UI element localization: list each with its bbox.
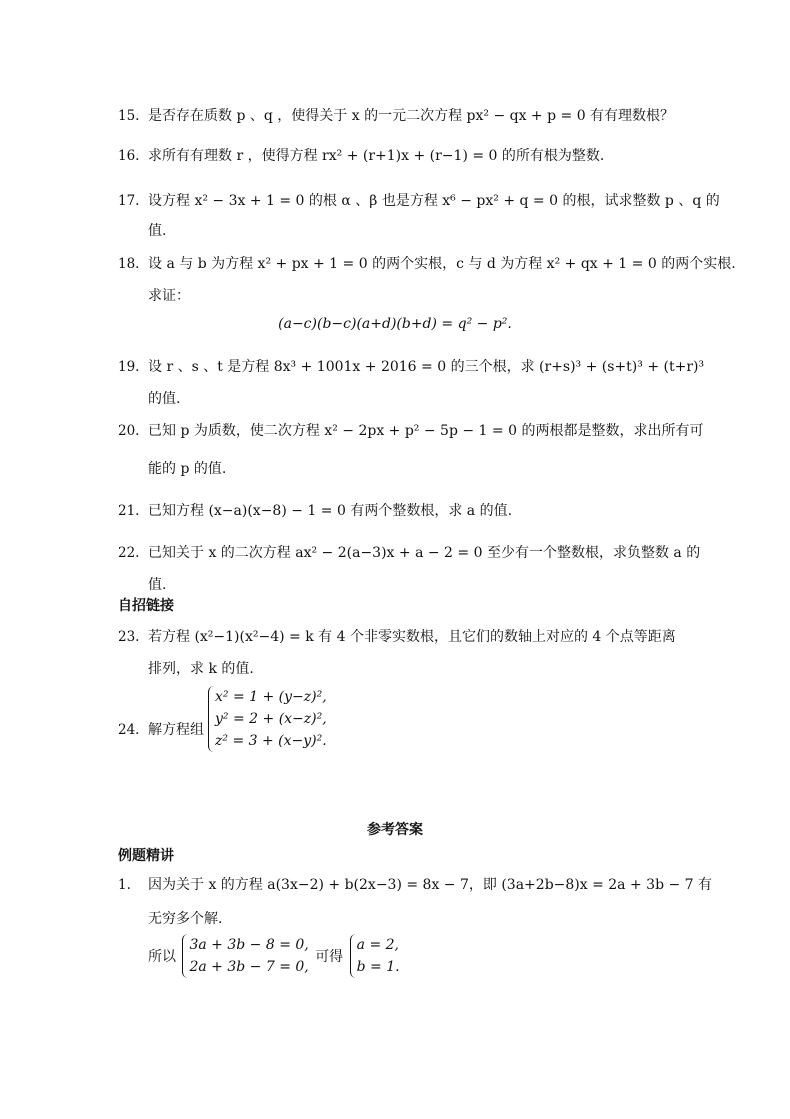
answers-title: 参考答案 xyxy=(367,822,423,838)
problem-18-formula: (a−c)(b−c)(a+d)(b+d) = q² − p². xyxy=(278,316,512,332)
section-heading-self: 自招链接 xyxy=(118,598,174,614)
answer-1-system-left: 3a + 3b − 8 = 0, 2a + 3b − 7 = 0, xyxy=(182,934,308,978)
document-page: 15. 是否存在质数 p 、q ，使得关于 x 的一元二次方程 px² − qx + p = 0 有有理数根？ 16. 求所有有理数 r ，使得方程 rx² + (r+1)x + (r−1) = 0 的所有根为整数. 17. 设方程 x² − 3x + 1 = 0 的根 α 、β 也是方程 x⁶ − px² + q = 0 的根，试求整数 p 、q 的 值. 18. 设 a 与 b 为方程 x² + px + 1 = 0 的两个实根，c 与 d 为方程 x² + qx + 1 = 0 的两个实根. 求证： (a−c)(b−c)(a+d)(b+d) = q² − p². 19. 设 r 、s 、t 是方程 8x³ + 1001x + 2016 = 0 的三个根，求 (r+s)³ + (s+t)³ + (t+r)³ 的值. 20. 已知 p 为质数，使二次方程 x² − 2px + p² − 5p − 1 = 0 的两根都是整数，求出所有可 能的 p 的值. 21. 已知方程 (x−a)(x−8) − 1 = 0 有两个整数根，求 a 的值. 22. 已知关于 x 的二次方程 ax² − 2(a−3)x + a − 2 = 0 至少有一个整数根，求负整数 a 的 值. 自招链接 23. 若方程 (x²−1)(x²−4) = k 有 4 个非零实数根，且它们的数轴上对应的 4 个点等距离 排列，求 k 的值. 24. 解方程组 x² = 1 + (y−z)², y² = 2 + (x−z)², z² = 3 + (x−y)². 参考答案 例题精讲 1. 因为关于 x 的方程 a(3x−2) + b(2x−3) = 8x − 7，即 (3a+2b−8)x = 2a + 3b − 7 有 无穷多个解. 所以 3a + 3b − 8 = 0, 2a + 3b − 7 = 0, 可得 a = 2, b = 1. xyxy=(0,0,790,1119)
section-heading-examples: 例题精讲 xyxy=(118,848,174,864)
problem-24-system xyxy=(206,686,327,752)
answer-1-systems: 所以 3a + 3b − 8 = 0, 2a + 3b − 7 = 0, 可得 a = 2, b = 1. xyxy=(148,934,400,978)
answer-1-system-right: a = 2, b = 1. xyxy=(350,934,400,978)
equation-system-brace: x² = 1 + (y−z)², y² = 2 + (x−z)², z² = 3 + (x−y)². xyxy=(208,686,327,752)
